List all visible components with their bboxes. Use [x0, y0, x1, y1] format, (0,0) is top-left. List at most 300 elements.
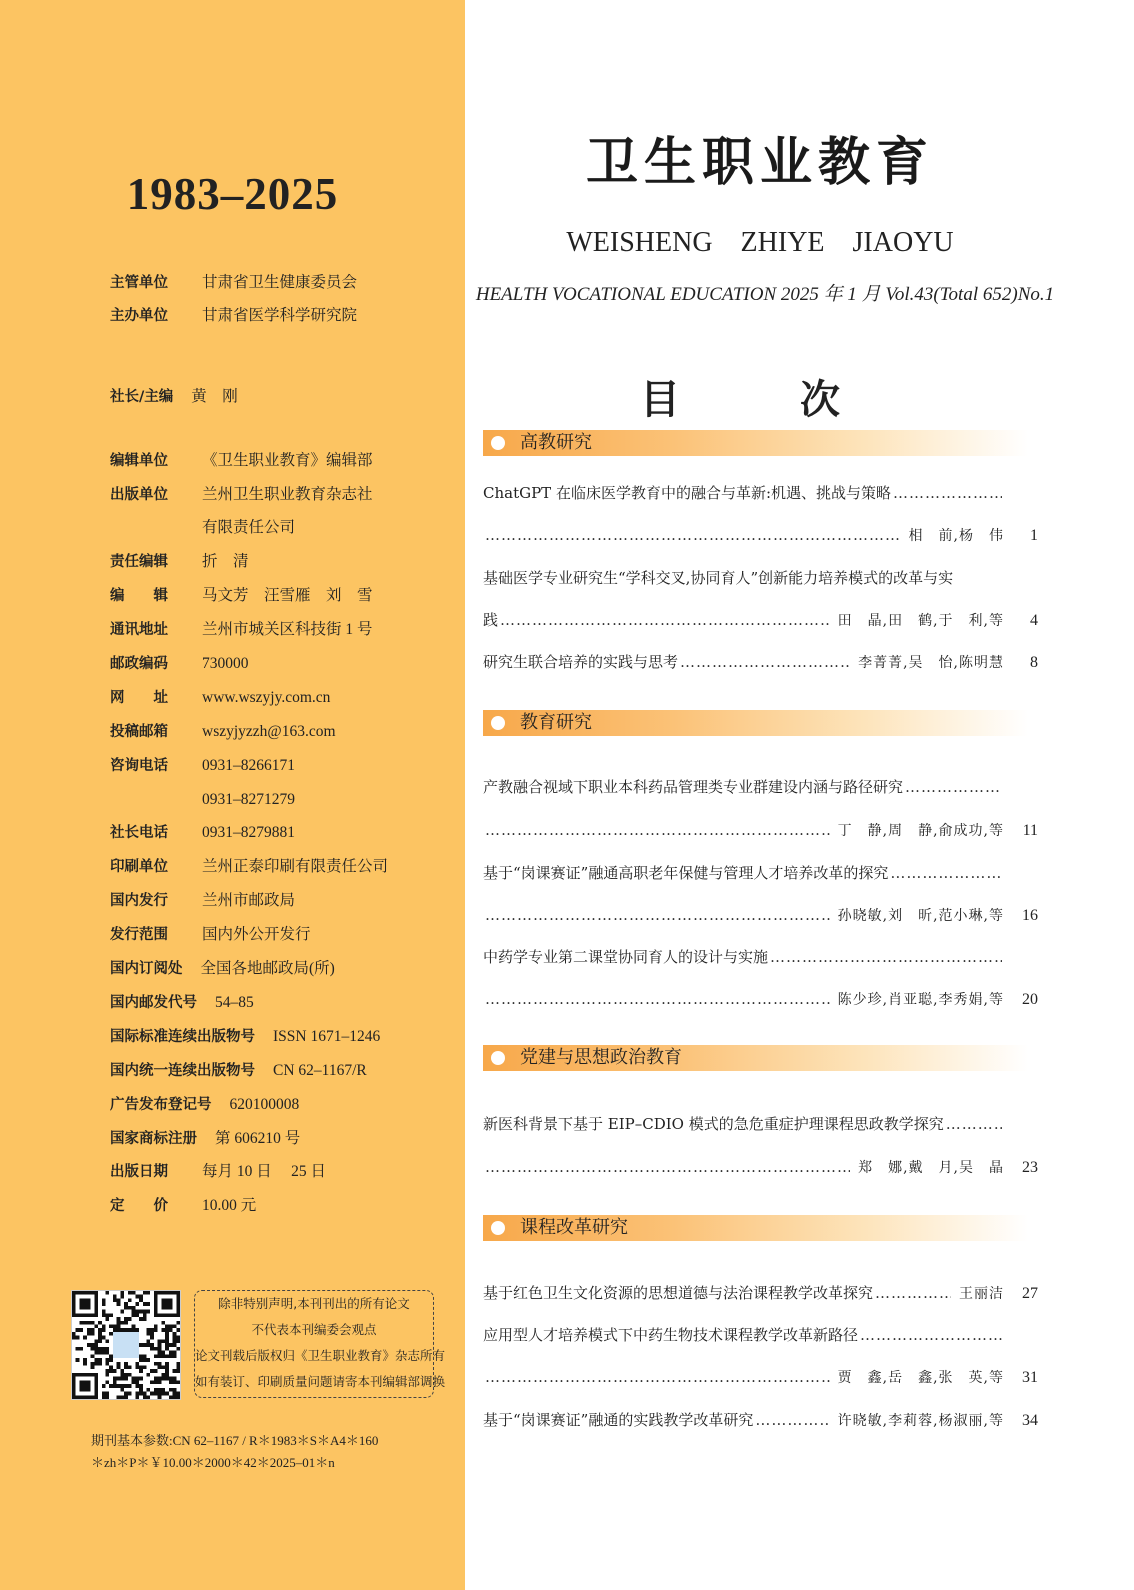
masthead-row [110, 517, 295, 538]
toc-entry[interactable] [483, 776, 1038, 798]
qr-module [83, 1336, 87, 1340]
qr-module [128, 1306, 132, 1310]
qr-module [124, 1392, 128, 1396]
params-line: ＊zh＊P＊￥10.00＊2000＊42＊2025–01＊n [91, 1455, 335, 1470]
qr-module [132, 1380, 136, 1384]
qr-module [173, 1332, 177, 1336]
qr-module [176, 1347, 180, 1351]
qr-module [128, 1365, 132, 1369]
qr-module [154, 1328, 158, 1332]
qr-module [150, 1380, 154, 1384]
qr-module [165, 1325, 169, 1329]
masthead-label: 国内邮发代号 [110, 995, 197, 1011]
qr-module [102, 1313, 106, 1317]
qr-module [91, 1343, 95, 1347]
qr-module [146, 1291, 150, 1295]
qr-module [139, 1317, 143, 1321]
qr-module [102, 1392, 106, 1396]
qr-module [165, 1336, 169, 1340]
masthead-value: 兰州市城关区科技街 1 号 [202, 621, 373, 638]
qr-module [169, 1377, 173, 1381]
masthead-row [110, 484, 373, 505]
qr-module [98, 1336, 102, 1340]
masthead-label: 国内统一连续出版物号 [110, 1063, 255, 1079]
qr-module [72, 1336, 76, 1340]
article-authors: 郑 娜,戴 月,吴 晶 [858, 1160, 1004, 1176]
qr-module [120, 1369, 124, 1373]
masthead-value: 甘肃省卫生健康委员会 [202, 274, 358, 291]
masthead-label: 社长电话 [110, 825, 168, 841]
qr-module [176, 1392, 180, 1396]
qr-module [120, 1321, 124, 1325]
qr-module [128, 1317, 132, 1321]
qr-module [173, 1395, 177, 1399]
qr-module [117, 1377, 121, 1381]
qr-module [120, 1395, 124, 1399]
qr-module [113, 1298, 117, 1302]
notice-line: 不代表本刊编委会观点 [251, 1322, 377, 1337]
article-authors: 李菁菁,吴 怡,陈明慧 [858, 655, 1004, 671]
qr-module [165, 1365, 169, 1369]
leader-dots [860, 1324, 1002, 1346]
qr-module [94, 1347, 98, 1351]
qr-module [165, 1392, 169, 1396]
masthead-row [110, 958, 335, 979]
qr-module [143, 1343, 147, 1347]
qr-module [124, 1328, 128, 1332]
qr-module [173, 1388, 177, 1392]
page-number: 1 [1030, 527, 1038, 544]
masthead-label: 定 价 [110, 1198, 168, 1214]
toc-entry[interactable] [483, 482, 1038, 504]
qr-module [120, 1377, 124, 1381]
qr-module [143, 1302, 147, 1306]
qr-module [120, 1384, 124, 1388]
qr-module [165, 1339, 169, 1343]
leader-dots [485, 1156, 850, 1178]
qr-module [106, 1369, 110, 1373]
qr-module [109, 1384, 113, 1388]
qr-module [124, 1373, 128, 1377]
qr-module [102, 1298, 106, 1302]
qr-module [146, 1302, 150, 1306]
leader-dots [946, 1113, 1002, 1135]
qr-module [94, 1343, 98, 1347]
qr-module [132, 1325, 136, 1329]
qr-module [124, 1321, 128, 1325]
qr-module [150, 1343, 154, 1347]
qr-module [173, 1325, 177, 1329]
masthead-label: 编 辑 [110, 588, 168, 604]
qr-module [135, 1395, 139, 1399]
qr-module [158, 1343, 162, 1347]
leader-dots [755, 1409, 829, 1431]
qr-module [150, 1392, 154, 1396]
toc-entry[interactable] [483, 988, 1038, 1010]
toc-entry[interactable] [483, 1366, 1038, 1388]
qr-module [76, 1328, 80, 1332]
qr-module [106, 1380, 110, 1384]
page-number: 16 [1022, 907, 1038, 924]
qr-module [146, 1328, 150, 1332]
qr-module [113, 1325, 117, 1329]
qr-module [113, 1384, 117, 1388]
qr-module [106, 1313, 110, 1317]
masthead-label: 咨询电话 [110, 758, 168, 774]
qr-module [150, 1369, 154, 1373]
qr-module [128, 1392, 132, 1396]
qr-module [165, 1328, 169, 1332]
qr-module [87, 1343, 91, 1347]
qr-module [173, 1377, 177, 1381]
qr-module [143, 1354, 147, 1358]
masthead-value: 甘肃省医学科学研究院 [202, 307, 358, 324]
toc-entry[interactable] [483, 904, 1038, 926]
qr-module [165, 1332, 169, 1336]
page-number: 31 [1022, 1369, 1038, 1386]
qr-module [158, 1377, 162, 1381]
masthead-row [110, 450, 373, 471]
qr-module [120, 1328, 124, 1332]
qr-module [161, 1298, 172, 1309]
masthead-value: CN 62–1167/R [273, 1062, 367, 1079]
qr-module [87, 1321, 91, 1325]
qr-module [165, 1373, 169, 1377]
qr-module [143, 1313, 147, 1317]
masthead-value: 国内外公开发行 [202, 926, 311, 943]
article-title: 研究生联合培养的实践与思考 [483, 653, 679, 671]
qr-module [102, 1310, 106, 1314]
qr-module [106, 1339, 110, 1343]
page-number: 4 [1030, 612, 1038, 629]
leader-dots [905, 776, 1002, 798]
qr-module [146, 1332, 150, 1336]
masthead-row [110, 890, 295, 911]
masthead-label: 编辑单位 [110, 453, 168, 469]
qr-module [132, 1328, 136, 1332]
section-header [483, 430, 1028, 456]
masthead-value: 620100008 [229, 1096, 300, 1113]
toc-entry[interactable] [483, 1156, 1038, 1178]
qr-module [158, 1351, 162, 1355]
qr-module [139, 1298, 143, 1302]
qr-module [102, 1302, 106, 1306]
qr-module [150, 1328, 154, 1332]
qr-module [113, 1332, 139, 1358]
qr-module [150, 1332, 154, 1336]
masthead-column [0, 0, 465, 1590]
masthead-label: 邮政编码 [110, 656, 168, 672]
qr-module [139, 1365, 143, 1369]
qr-module [79, 1298, 90, 1309]
qr-module [79, 1380, 90, 1391]
toc-entry[interactable] [483, 524, 1038, 546]
qr-module [102, 1351, 106, 1355]
masthead-label: 发行范围 [110, 927, 168, 943]
qr-module [117, 1384, 121, 1388]
qr-module [176, 1380, 180, 1384]
journal-parameters [91, 1430, 378, 1474]
journal-title: 卫生职业教育 [585, 132, 934, 193]
qr-module [139, 1358, 143, 1362]
qr-module [158, 1392, 162, 1396]
masthead-label: 责任编辑 [110, 554, 168, 570]
qr-module [154, 1369, 158, 1373]
masthead-value: 第 606210 号 [215, 1130, 301, 1147]
qr-module [154, 1388, 158, 1392]
toc-entry[interactable] [483, 651, 1038, 673]
toc-entry[interactable] [483, 1409, 1038, 1431]
qr-module [176, 1336, 180, 1340]
qr-module [72, 1332, 76, 1336]
masthead-value: 《卫生职业教育》编辑部 [202, 452, 373, 469]
qr-module [94, 1351, 98, 1355]
page-number: 23 [1022, 1159, 1038, 1176]
toc-entry[interactable] [483, 1324, 1038, 1346]
qr-module [154, 1362, 158, 1366]
contents-heading: 目 次 [640, 376, 880, 423]
qr-module [135, 1313, 139, 1317]
toc-entry[interactable] [483, 862, 1038, 884]
qr-module [139, 1388, 143, 1392]
qr-module [120, 1291, 124, 1295]
masthead-label: 国家商标注册 [110, 1131, 197, 1147]
qr-module [158, 1347, 162, 1351]
qr-module [120, 1373, 124, 1377]
qr-module [135, 1302, 139, 1306]
article-title: 基于“岗课赛证”融通的实践教学改革研究 [483, 1411, 754, 1429]
qr-module [87, 1332, 91, 1336]
qr-module [143, 1392, 147, 1396]
masthead-row [110, 619, 373, 640]
section-header [483, 1215, 1028, 1241]
qr-module [83, 1358, 87, 1362]
masthead-row [110, 1026, 380, 1047]
qr-module [154, 1347, 158, 1351]
masthead-row [110, 1094, 299, 1115]
toc-entry[interactable] [483, 819, 1038, 841]
masthead-value: www.wszyjy.com.cn [202, 689, 331, 706]
qr-module [102, 1328, 106, 1332]
qr-module [79, 1328, 83, 1332]
qr-module [161, 1351, 165, 1355]
qr-module [176, 1362, 180, 1366]
qr-module [117, 1302, 121, 1306]
qr-module [102, 1325, 106, 1329]
masthead-label: 出版单位 [110, 487, 168, 503]
qr-module [161, 1388, 165, 1392]
masthead-label: 通讯地址 [110, 622, 168, 638]
qr-module [124, 1377, 128, 1381]
qr-module [176, 1395, 180, 1399]
qr-module [102, 1395, 106, 1399]
qr-module [146, 1388, 150, 1392]
qr-module [176, 1365, 180, 1369]
leader-dots [485, 904, 830, 926]
qr-module [109, 1369, 113, 1373]
qr-module [169, 1351, 173, 1355]
masthead-label: 投稿邮箱 [110, 724, 168, 740]
qr-module [165, 1347, 169, 1351]
leader-dots [770, 946, 1002, 968]
qr-module [135, 1295, 139, 1299]
qr-module [158, 1362, 162, 1366]
qr-module [154, 1380, 158, 1384]
qr-module [120, 1295, 124, 1299]
qr-module [124, 1302, 128, 1306]
qr-module [158, 1365, 162, 1369]
article-title: 基于“岗课赛证”融通高职老年保健与管理人才培养改革的探究 [483, 864, 889, 882]
leader-dots [680, 651, 850, 673]
qr-module [132, 1313, 136, 1317]
masthead-value: ISSN 1671–1246 [273, 1028, 381, 1045]
masthead-label: 国内发行 [110, 893, 168, 909]
toc-entry[interactable] [483, 609, 1038, 631]
qr-module [135, 1377, 139, 1381]
qr-module [98, 1351, 102, 1355]
masthead-value: 折 清 [202, 553, 249, 570]
qr-module [94, 1339, 98, 1343]
article-authors: 田 晶,田 鹤,于 利,等 [837, 613, 1004, 629]
qr-module [113, 1328, 117, 1332]
article-title: 新医科背景下基于 EIP–CDIO 模式的急危重症护理课程思政教学探究 [483, 1115, 944, 1133]
qr-module [146, 1358, 150, 1362]
qr-module [106, 1291, 110, 1295]
qr-module [91, 1347, 95, 1351]
page-number: 20 [1022, 991, 1038, 1008]
section-bullet-icon [491, 1051, 505, 1065]
qr-module [124, 1365, 128, 1369]
section-header [483, 1045, 1028, 1071]
notice-line: 除非特别声明,本刊刊出的所有论文 [218, 1296, 410, 1311]
qr-code-icon [71, 1290, 181, 1400]
qr-module [76, 1336, 80, 1340]
qr-module [161, 1392, 165, 1396]
qr-module [106, 1317, 110, 1321]
qr-module [109, 1313, 113, 1317]
qr-module [161, 1354, 165, 1358]
qr-module [79, 1347, 83, 1351]
qr-module [165, 1377, 169, 1381]
qr-module [117, 1365, 121, 1369]
masthead-row [110, 1128, 300, 1149]
qr-module [83, 1321, 87, 1325]
masthead-value: 有限责任公司 [202, 519, 296, 536]
masthead-row [110, 789, 295, 810]
article-authors: 陈少珍,肖亚聪,李秀娟,等 [837, 992, 1004, 1008]
qr-module [135, 1362, 139, 1366]
masthead-label: 出版日期 [110, 1164, 168, 1180]
masthead-label: 社长/主编 [110, 389, 174, 405]
qr-module [161, 1377, 165, 1381]
masthead-row [110, 721, 336, 742]
qr-module [98, 1358, 102, 1362]
qr-module [117, 1321, 121, 1325]
article-authors: 孙晓敏,刘 昕,范小琳,等 [837, 908, 1004, 924]
qr-module [91, 1328, 95, 1332]
page-number: 11 [1022, 822, 1038, 839]
qr-module [113, 1369, 117, 1373]
qr-module [173, 1336, 177, 1340]
qr-module [146, 1373, 150, 1377]
qr-module [158, 1388, 162, 1392]
qr-module [76, 1347, 80, 1351]
qr-module [169, 1343, 173, 1347]
qr-module [91, 1362, 95, 1366]
qr-module [98, 1328, 102, 1332]
qr-module [150, 1336, 154, 1340]
qr-module [98, 1321, 102, 1325]
masthead-label: 网 址 [110, 690, 168, 706]
toc-entry[interactable] [483, 567, 1038, 589]
qr-module [117, 1395, 121, 1399]
qr-module [98, 1362, 102, 1366]
section-title: 高教研究 [520, 432, 592, 453]
masthead-value: 兰州市邮政局 [202, 892, 296, 909]
qr-module [98, 1332, 102, 1336]
qr-module [128, 1328, 132, 1332]
qr-module [143, 1365, 147, 1369]
masthead-value: 黄 刚 [191, 388, 238, 405]
article-title: 践 [483, 611, 499, 629]
masthead-row [110, 305, 357, 326]
qr-module [139, 1392, 143, 1396]
qr-module [169, 1395, 173, 1399]
qr-module [161, 1328, 165, 1332]
qr-module [173, 1351, 177, 1355]
qr-module [135, 1384, 139, 1388]
leader-dots [485, 1366, 830, 1388]
toc-entry[interactable] [483, 1113, 1038, 1135]
masthead-label: 主管单位 [110, 275, 168, 291]
toc-entry[interactable] [483, 946, 1038, 968]
masthead-row [110, 653, 249, 674]
page-number: 27 [1022, 1285, 1038, 1302]
qr-module [154, 1325, 158, 1329]
qr-module [94, 1325, 98, 1329]
journal-pinyin: WEISHENG ZHIYE JIAOYU [566, 227, 954, 258]
qr-module [143, 1358, 147, 1362]
masthead-value: 全国各地邮政局(所) [200, 960, 335, 977]
qr-module [173, 1354, 177, 1358]
qr-module [124, 1384, 128, 1388]
qr-module [176, 1328, 180, 1332]
qr-module [176, 1321, 180, 1325]
article-authors: 丁 静,周 静,俞成功,等 [837, 823, 1004, 839]
qr-module [117, 1325, 121, 1329]
masthead-row [110, 585, 373, 606]
leader-dots [875, 1282, 951, 1304]
qr-module [176, 1339, 180, 1343]
masthead-value: 0931–8266171 [202, 757, 295, 774]
qr-module [109, 1354, 113, 1358]
leader-dots [890, 862, 1002, 884]
qr-module [169, 1325, 173, 1329]
qr-module [128, 1373, 132, 1377]
qr-module [173, 1339, 177, 1343]
qr-module [94, 1358, 98, 1362]
qr-module [132, 1310, 136, 1314]
section-bullet-icon [491, 716, 505, 730]
toc-entry[interactable] [483, 1282, 1038, 1304]
qr-module [113, 1377, 117, 1381]
qr-module [143, 1395, 147, 1399]
masthead-value: 兰州正泰印刷有限责任公司 [202, 858, 389, 875]
masthead-value: 730000 [202, 655, 249, 672]
masthead-value: 0931–8279881 [202, 824, 295, 841]
leader-dots [485, 988, 830, 1010]
qr-module [158, 1380, 162, 1384]
